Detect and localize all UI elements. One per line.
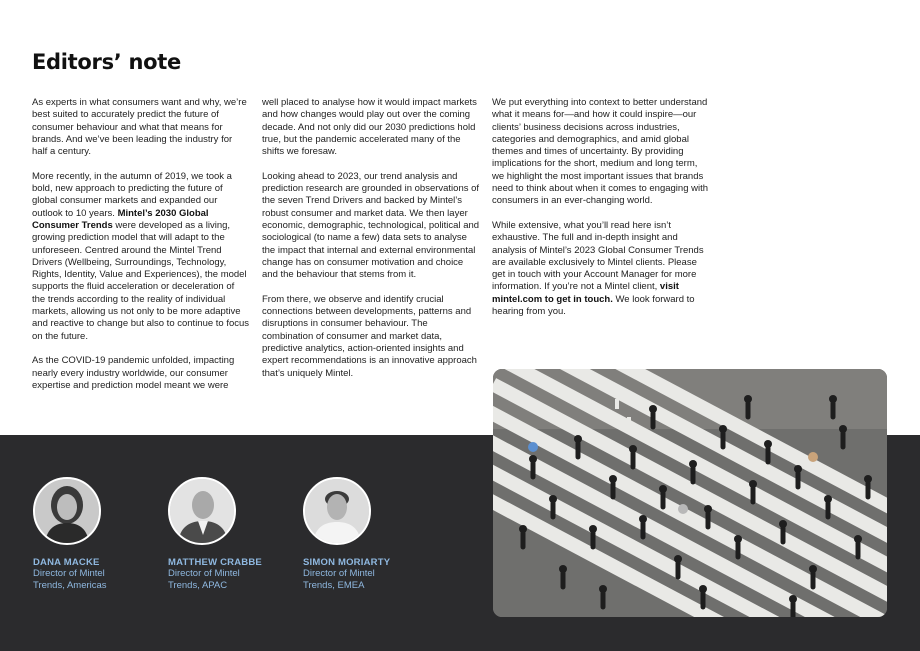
editor-role: Director of Mintel — [303, 568, 375, 579]
paragraph: As the COVID-19 pandemic unfolded, impacting nearly every industry worldwide, our consumer expertise and prediction model meant we were — [32, 355, 235, 391]
avatar — [168, 477, 236, 545]
paragraph: While extensive, what you’ll read here isn’t exhaustive. The full and in-depth insight and analysis of Mintel’s 2023 Global Consumer Trends are available exclusively to Mintel clients. Please get in touch with your Account Manager for more information. If you’re not a Mintel client, visit mintel.com to get in touch. We look forward to hearing from you. — [492, 219, 704, 318]
editor-role: Director of Mintel — [168, 568, 240, 579]
paragraph: We put everything into context to better understand what it means for—and how it could inspire—our clients’ business decisions across industries, categories and demographics, and amid global themes and times of uncertainty. By providing implications for the short, medium and long term, we highlight the most important issues that brands need to think about when it comes to engaging with consumers in an ever-changing world. — [492, 97, 709, 207]
text-column-3 — [492, 97, 710, 331]
editor-card-dana — [33, 477, 153, 593]
emphasis: Mintel’s 2030 Global Consumer Trends — [32, 207, 209, 231]
paragraph: well placed to analyse how it would impact markets and how changes would play out over the coming decade. And not only did our 2030 predictions hold true, but the pandemic accelerated many of the shifts we foresaw. — [262, 97, 477, 158]
editor-name: MATTHEW CRABBE — [168, 557, 262, 568]
editor-card-simon — [303, 477, 423, 593]
text-column-1 — [32, 97, 250, 404]
crosswalk-photo — [493, 369, 887, 617]
paragraph: Looking ahead to 2023, our trend analysis and prediction research are grounded in observations of the seven Trend Drivers and backed by Mintel’s robust consumer and market data. We then layer economic, demographic, technological, political and sociological (to name a few) data sets to analyse the impact that internal and external environmental change has on consumer motivation and choice and the behaviour that stems from it. — [262, 170, 480, 281]
paragraph: From there, we observe and identify crucial connections between developments, patterns and disruptions in consumer behaviour. The combination of consumer and market data, predictive analytics, action-oriented insights and expert recommendations is an innovative approach that’s uniquely Mintel. — [262, 293, 477, 379]
page-title: Editors’ note — [32, 50, 181, 74]
editor-role: Trends, APAC — [168, 580, 228, 592]
text-column-2 — [262, 97, 480, 392]
avatar — [303, 477, 371, 545]
contact-link-text[interactable]: visit mintel.com to get in touch. — [492, 281, 679, 305]
paragraph: As experts in what consumers want and why, we’re best suited to accurately predict the future of consumer behaviour and what that means for brands. And we’ve been leading the industry for half a century. — [32, 97, 247, 158]
editor-card-matthew — [168, 477, 288, 593]
editor-role: Trends, EMEA — [303, 580, 365, 592]
editor-name: DANA MACKE — [33, 557, 100, 568]
avatar — [33, 477, 101, 545]
editor-role: Trends, Americas — [33, 580, 107, 592]
editor-role: Director of Mintel — [33, 568, 105, 579]
editor-name: SIMON MORIARTY — [303, 557, 391, 568]
paragraph: More recently, in the autumn of 2019, we took a bold, new approach to predicting the future of global consumer markets and expanded our outlook to 10 years. Mintel’s 2030 Global Consumer Trends were developed as a living, growing prediction model that will adapt to the unforeseen. Centred around the Mintel Trend Drivers (Wellbeing, Surroundings, Technology, Rights, Identity, Value and Experiences), the model supports the fluid acceleration or deceleration of the trends according to the reality of individual markets, allowing us not only to be more adaptive and reactive to change but also to continue to focus on the future. — [32, 170, 250, 342]
